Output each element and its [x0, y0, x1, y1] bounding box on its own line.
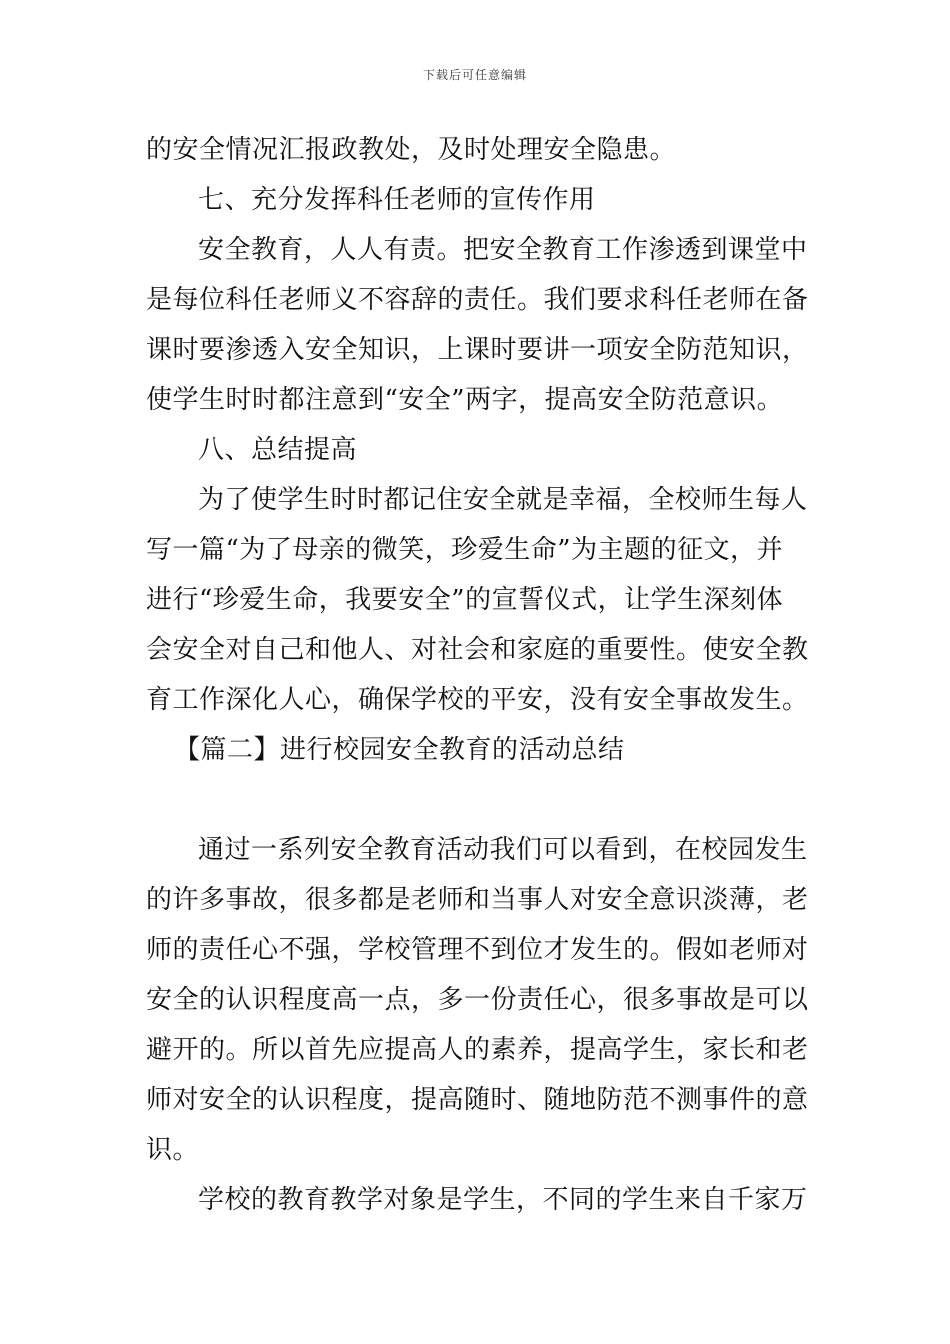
section-heading: 八、总结提高 [198, 435, 358, 465]
article-title: 【篇二】进行校园安全教育的活动总结 [174, 735, 625, 765]
text-line: 师对安全的认识程度，提高随时、随地防范不测事件的意 [146, 1085, 809, 1115]
text-line: 安全教育，人人有责。把安全教育工作渗透到课堂中 [198, 235, 808, 265]
section-heading: 七、充分发挥科任老师的宣传作用 [198, 185, 596, 215]
text-line: 使学生时时都注意到“安全”两字，提高安全防范意识。 [146, 385, 784, 415]
text-line: 为了使学生时时都记住安全就是幸福，全校师生每人 [198, 485, 808, 515]
blank-line [146, 775, 808, 825]
text-line: 进行“珍爱生命，我要安全”的宣誓仪式，让学生深刻体 [146, 585, 784, 615]
text-line: 避开的。所以首先应提高人的素养，提高学生，家长和老 [146, 1035, 809, 1065]
text-line: 会安全对自己和他人、对社会和家庭的重要性。使安全教 [146, 635, 809, 665]
text-line: 育工作深化人心，确保学校的平安，没有安全事故发生。 [146, 685, 809, 715]
text-line: 通过一系列安全教育活动我们可以看到，在校园发生 [198, 835, 808, 865]
text-line: 的许多事故，很多都是老师和当事人对安全意识淡薄，老 [146, 885, 809, 915]
text-line: 安全的认识程度高一点，多一份责任心，很多事故是可以 [146, 985, 809, 1015]
text-line: 课时要渗透入安全知识，上课时要讲一项安全防范知识， [146, 335, 809, 365]
text-line: 识。 [146, 1135, 200, 1165]
text-line: 学校的教育教学对象是学生，不同的学生来自千家万 [198, 1185, 808, 1215]
text-line: 的安全情况汇报政教处，及时处理安全隐患。 [146, 135, 677, 165]
text-line: 写一篇“为了母亲的微笑，珍爱生命”为主题的征文，并 [146, 535, 784, 565]
page-header: 下载后可任意编辑 [422, 68, 527, 82]
text-line: 师的责任心不强，学校管理不到位才发生的。假如老师对 [146, 935, 809, 965]
document-body [146, 125, 808, 1225]
text-line: 是每位科任老师义不容辞的责任。我们要求科任老师在备 [146, 285, 809, 315]
